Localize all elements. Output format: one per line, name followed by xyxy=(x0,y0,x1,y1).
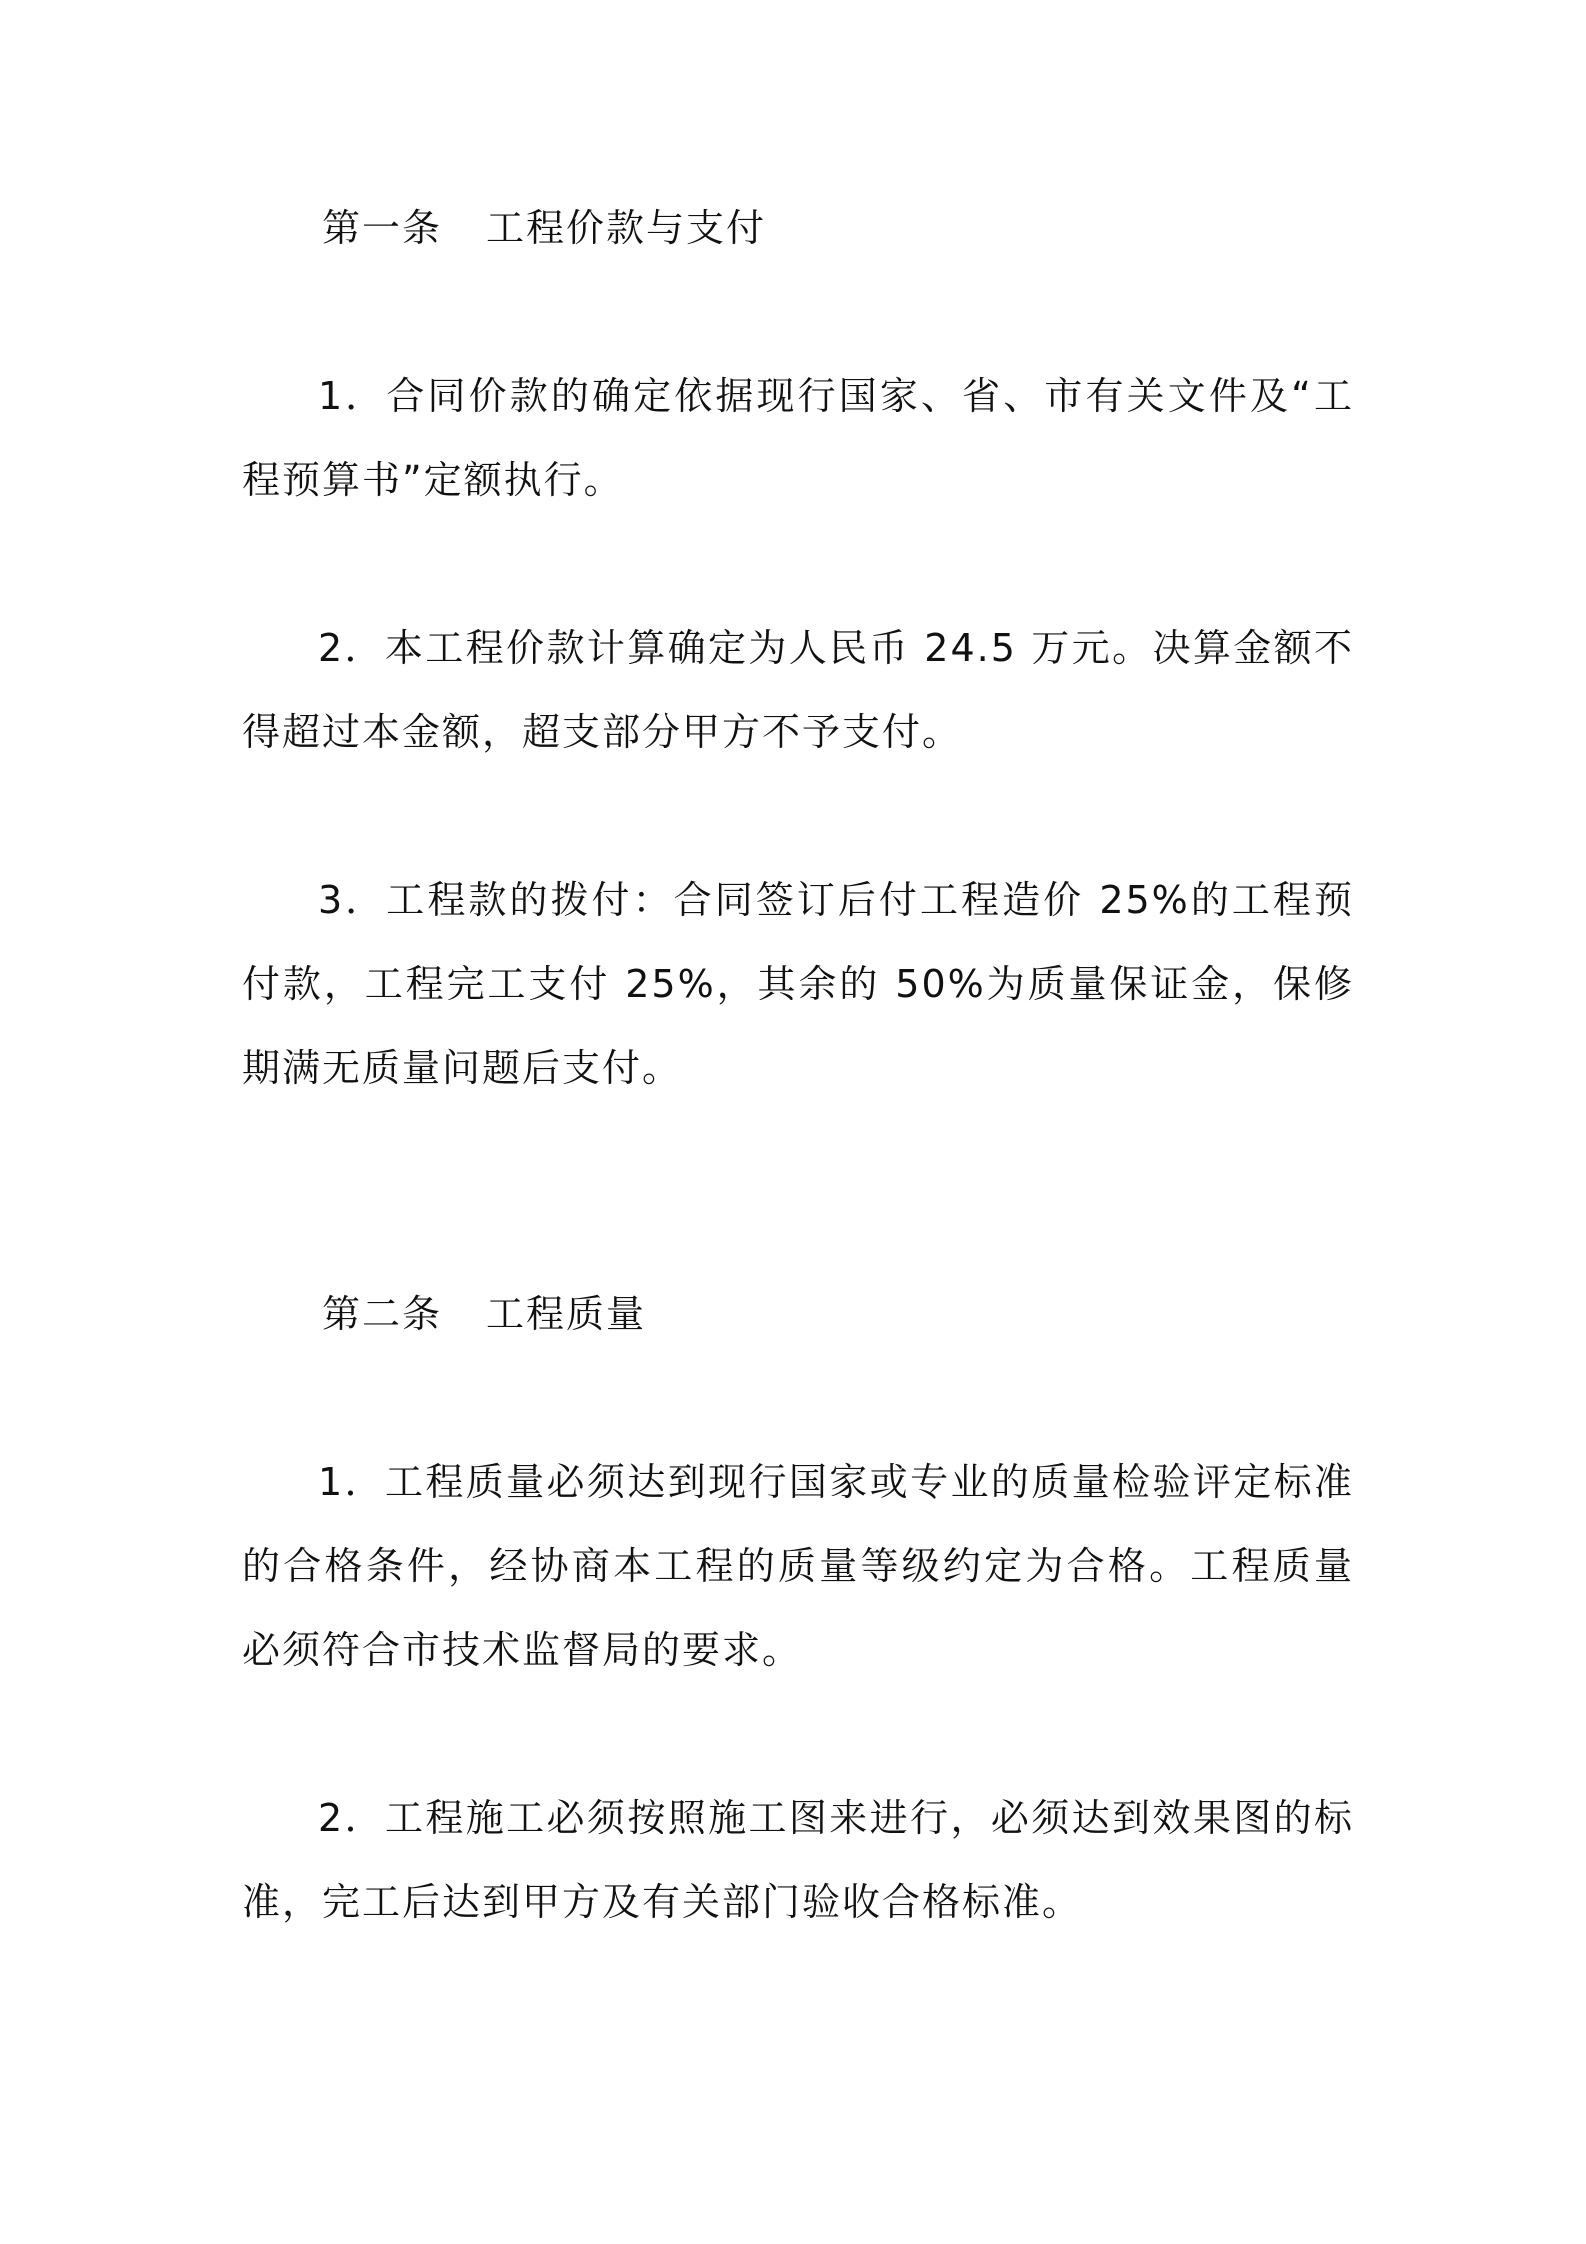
section-2-heading xyxy=(322,1272,646,1356)
section-1-title: 工程价款与支付 xyxy=(486,206,767,250)
section-1-item-2 xyxy=(242,606,1354,774)
paragraph: 2．工程施工必须按照施工图来进行，必须达到效果图的标准，完工后达到甲方及有关部门验收合格标准。 xyxy=(242,1796,1354,1924)
paragraph: 3．工程款的拨付：合同签订后付工程造价 25%的工程预付款，工程完工支付 25%，其余的 50%为质量保证金，保修期满无质量问题后支付。 xyxy=(242,878,1354,1090)
section-1-heading xyxy=(322,186,766,270)
section-2-number: 第二条 xyxy=(322,1292,443,1336)
paragraph: 1．工程质量必须达到现行国家或专业的质量检验评定标准的合格条件，经协商本工程的质量等级约定为合格。工程质量必须符合市技术监督局的要求。 xyxy=(242,1460,1354,1672)
section-2-title: 工程质量 xyxy=(486,1292,647,1336)
paragraph: 2．本工程价款计算确定为人民币 24.5 万元。决算金额不得超过本金额，超支部分甲方不予支付。 xyxy=(242,626,1354,754)
section-1-item-3 xyxy=(242,858,1354,1110)
paragraph: 1．合同价款的确定依据现行国家、省、市有关文件及“工程预算书”定额执行。 xyxy=(242,374,1354,502)
section-1-item-1 xyxy=(242,354,1354,522)
section-2-item-1 xyxy=(242,1440,1354,1692)
section-1-number: 第一条 xyxy=(322,206,443,250)
section-2-item-2 xyxy=(242,1776,1354,1944)
